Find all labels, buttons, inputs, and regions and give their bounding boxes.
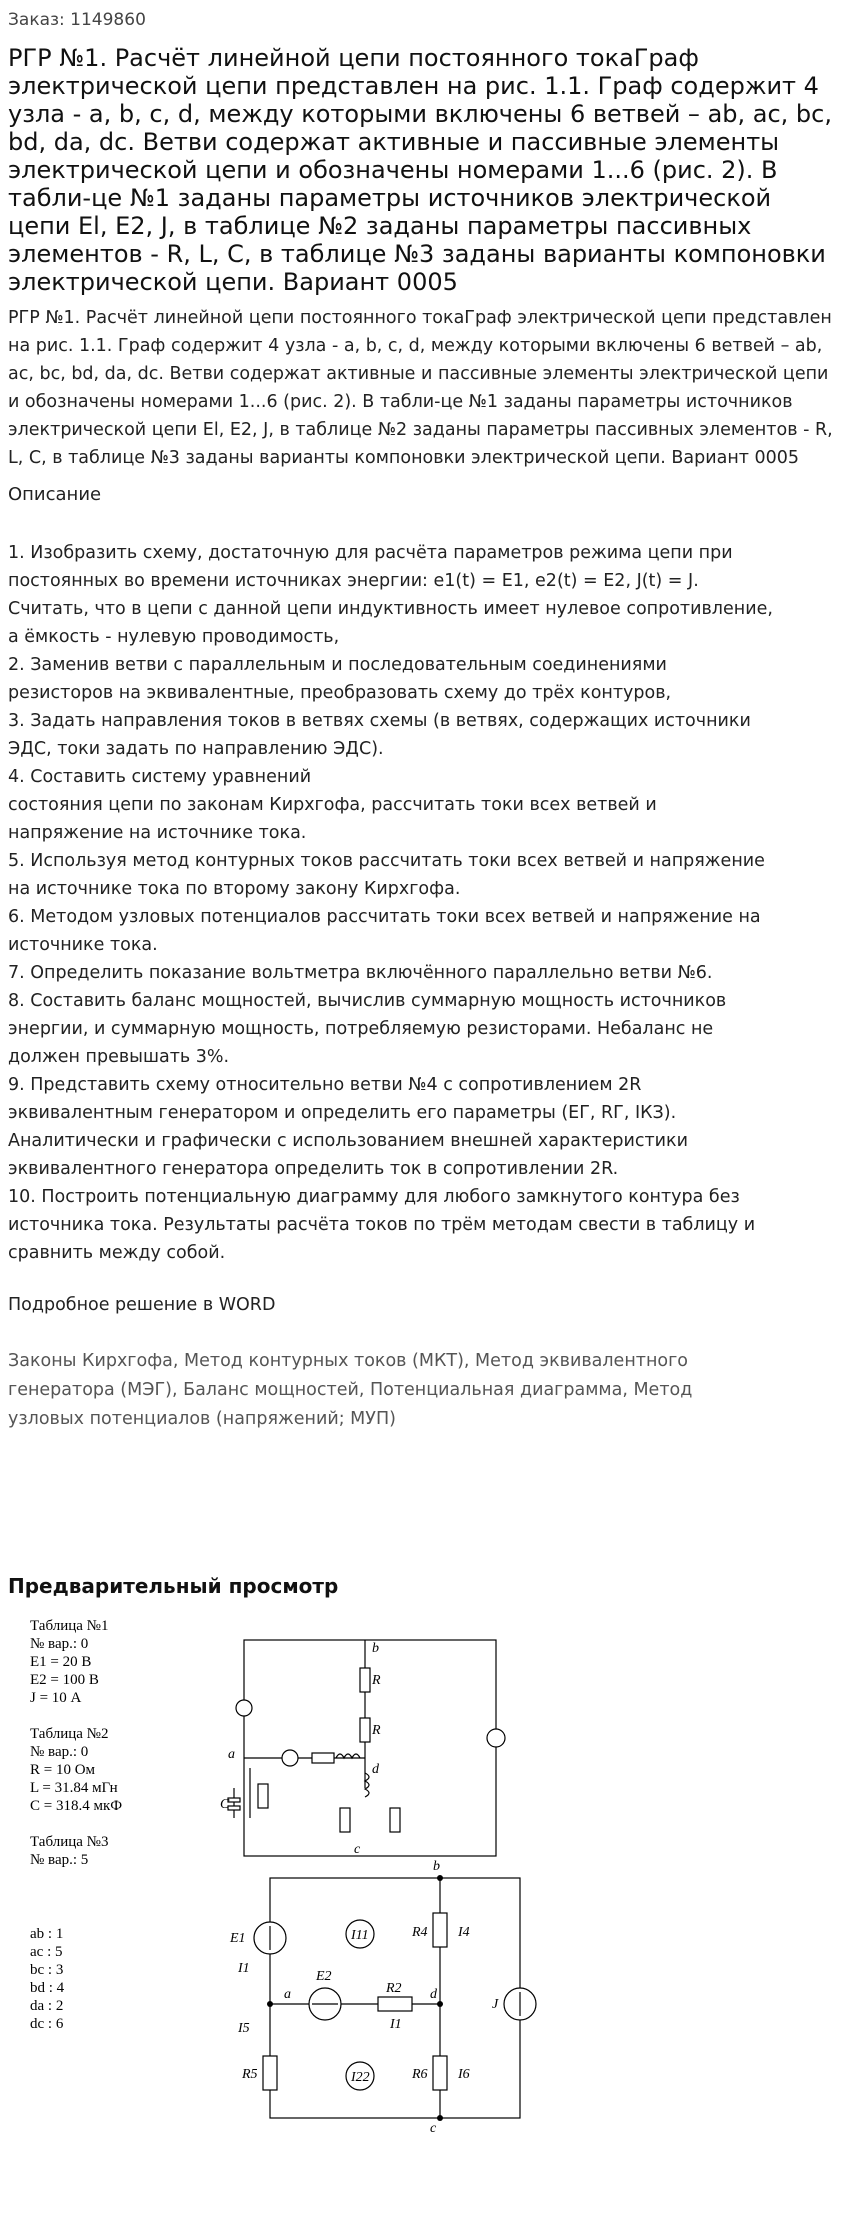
table-line: C = 318.4 мкФ bbox=[30, 1798, 123, 1814]
label-i11: I11 bbox=[351, 1928, 369, 1943]
description-line: 8. Составить баланс мощностей, вычислив суммарную мощность источников bbox=[8, 991, 727, 1011]
description-list bbox=[8, 539, 839, 1267]
description-line: 9. Представить схему относительно ветви №4 с сопротивлением 2R bbox=[8, 1075, 642, 1095]
branch-entry: ab : 1 bbox=[30, 1926, 64, 1942]
node-label-c: c bbox=[430, 2121, 437, 2136]
lead-paragraph: РГР №1. Расчёт линейной цепи постоянного токаГраф электрической цепи представлен на рис. 1.1. Граф содержит 4 узла - a, b, c, d, между которыми включены 6 ветвей – ab, ac, bc, bd, da, dc. Ветви содержат активные и пассивные элементы электрической цепи и обозначены номерами 1...6 (рис. 2). В табли-це №1 заданы параметры источников электрической цепи El, E2, J, в таблице №2 заданы параметры пассивных элементов - R, L, C, в таблице №3 заданы варианты компоновки электрической цепи. Вариант 0005 bbox=[8, 308, 833, 468]
description-line: на источнике тока по второму закону Кирхгофа. bbox=[8, 879, 461, 899]
circuit-diagram bbox=[20, 1608, 600, 2136]
description-line: эквивалентного генератора определить ток в сопротивлении 2R. bbox=[8, 1159, 619, 1179]
description-line: 7. Определить показание вольтметра включённого параллельно ветви №6. bbox=[8, 963, 713, 983]
description-line: должен превышать 3%. bbox=[8, 1047, 230, 1067]
label-r: R bbox=[372, 1673, 381, 1688]
label-i4: I4 bbox=[458, 1925, 470, 1940]
description-line: 5. Используя метод контурных токов рассчитать токи всех ветвей и напряжение bbox=[8, 851, 765, 871]
description-line: состояния цепи по законам Кирхгофа, рассчитать токи всех ветвей и bbox=[8, 795, 657, 815]
word-note: Подробное решение в WORD bbox=[8, 1295, 276, 1315]
branch-entry: bd : 4 bbox=[30, 1980, 65, 1996]
node-label-a: a bbox=[228, 1747, 235, 1762]
label-r2: R2 bbox=[386, 1981, 402, 1996]
preview-heading: Предварительный просмотр bbox=[8, 1574, 339, 1598]
description-line: ЭДС, токи задать по направлению ЭДС). bbox=[8, 739, 384, 759]
node-label-b: b bbox=[433, 1859, 440, 1874]
description-line: напряжение на источнике тока. bbox=[8, 823, 307, 843]
table-line: L = 31.84 мГн bbox=[30, 1780, 118, 1796]
branch-entry: da : 2 bbox=[30, 1998, 64, 2014]
description-line: 1. Изобразить схему, достаточную для расчёта параметров режима цепи при bbox=[8, 543, 733, 563]
table-line: E1 = 20 В bbox=[30, 1654, 92, 1670]
label-i1: I1 bbox=[390, 2017, 402, 2032]
tag-line[interactable]: Законы Кирхгофа, Метод контурных токов (МКТ), Метод эквивалентного bbox=[8, 1351, 689, 1371]
label-e1: E1 bbox=[230, 1931, 246, 1946]
table-line: № вар.: 0 bbox=[30, 1636, 89, 1652]
description-line: источника тока. Результаты расчёта токов по трём методам свести в таблицу и bbox=[8, 1215, 756, 1235]
node-label-d: d bbox=[430, 1987, 437, 2002]
table-line: № вар.: 5 bbox=[30, 1852, 89, 1868]
description-line: сравнить между собой. bbox=[8, 1243, 226, 1263]
table-line: № вар.: 0 bbox=[30, 1744, 89, 1760]
description-line: 2. Заменив ветви с параллельным и последовательным соединениями bbox=[8, 655, 667, 675]
tag-list bbox=[8, 1347, 839, 1434]
branch-entry: bc : 3 bbox=[30, 1962, 64, 1978]
table-line: R = 10 Ом bbox=[30, 1762, 96, 1778]
description-line: эквивалентным генератором и определить его параметры (ЕГ, RГ, IКЗ). bbox=[8, 1103, 677, 1123]
node-label-a: a bbox=[284, 1987, 291, 2002]
description-line: 6. Методом узловых потенциалов рассчитать токи всех ветвей и напряжение на bbox=[8, 907, 761, 927]
table-line: J = 10 А bbox=[30, 1690, 82, 1706]
label-e2: E2 bbox=[316, 1969, 332, 1984]
description-line: 4. Составить систему уравнений bbox=[8, 767, 312, 787]
table-line: Таблица №2 bbox=[30, 1726, 109, 1742]
branch-entry: dc : 6 bbox=[30, 2016, 64, 2032]
preview-image bbox=[20, 1608, 600, 2136]
label-c: C bbox=[220, 1797, 230, 1812]
label-r5: R5 bbox=[242, 2067, 258, 2082]
label-r4: R4 bbox=[412, 1925, 428, 1940]
description-line: а ёмкость - нулевую проводимость, bbox=[8, 627, 340, 647]
description-line: Считать, что в цепи с данной цепи индуктивность имеет нулевое сопротивление, bbox=[8, 599, 773, 619]
branch-entry: ac : 5 bbox=[30, 1944, 63, 1960]
label-r: R bbox=[372, 1723, 381, 1738]
description-line: Аналитически и графически с использованием внешней характеристики bbox=[8, 1131, 688, 1151]
table-line: Таблица №1 bbox=[30, 1618, 109, 1634]
order-number: Заказ: 1149860 bbox=[8, 10, 146, 30]
description-line: энергии, и суммарную мощность, потребляемую резисторами. Небаланс не bbox=[8, 1019, 714, 1039]
table-line: E2 = 100 В bbox=[30, 1672, 99, 1688]
description-line: резисторов на эквивалентные, преобразовать схему до трёх контуров, bbox=[8, 683, 672, 703]
description-heading: Описание bbox=[8, 484, 102, 505]
label-j: J bbox=[492, 1997, 499, 2012]
description-line: 10. Построить потенциальную диаграмму для любого замкнутого контура без bbox=[8, 1187, 740, 1207]
label-i1: I1 bbox=[238, 1961, 250, 1976]
description-line: постоянных во времени источниках энергии: e1(t) = E1, e2(t) = E2, J(t) = J. bbox=[8, 571, 699, 591]
description-line: источнике тока. bbox=[8, 935, 158, 955]
description-line: 3. Задать направления токов в ветвях схемы (в ветвях, содержащих источники bbox=[8, 711, 751, 731]
label-i6: I6 bbox=[458, 2067, 470, 2082]
parameter-tables bbox=[30, 1618, 122, 1868]
node-label-d: d bbox=[372, 1762, 379, 1777]
page-title: РГР №1. Расчёт линейной цепи постоянного токаГраф электрической цепи представлен на рис. 1.1. Граф содержит 4 узла - a, b, c, d, между которыми включены 6 ветвей – ab, ac, bc, bd, da, dc. Ветви содержат активные и пассивные элементы электрической цепи и обозначены номерами 1...6 (рис. 2). В табли-це №1 заданы параметры источников электрической цепи El, E2, J, в таблице №2 заданы параметры пассивных элементов - R, L, C, в таблице №3 заданы варианты компоновки электрической цепи. Вариант 0005 bbox=[8, 44, 832, 296]
table-line: Таблица №3 bbox=[30, 1834, 109, 1850]
node-label-b: b bbox=[372, 1641, 379, 1656]
branch-list bbox=[30, 1926, 65, 2032]
label-i5: I5 bbox=[238, 2021, 250, 2036]
label-i22: I22 bbox=[351, 2070, 370, 2085]
tag-line[interactable]: узловых потенциалов (напряжений; МУП) bbox=[8, 1409, 396, 1429]
node-label-c: c bbox=[354, 1842, 361, 1857]
tag-line[interactable]: генератора (МЭГ), Баланс мощностей, Потенциальная диаграмма, Метод bbox=[8, 1380, 693, 1400]
label-r6: R6 bbox=[412, 2067, 428, 2082]
circuit-upper bbox=[228, 1640, 505, 1856]
